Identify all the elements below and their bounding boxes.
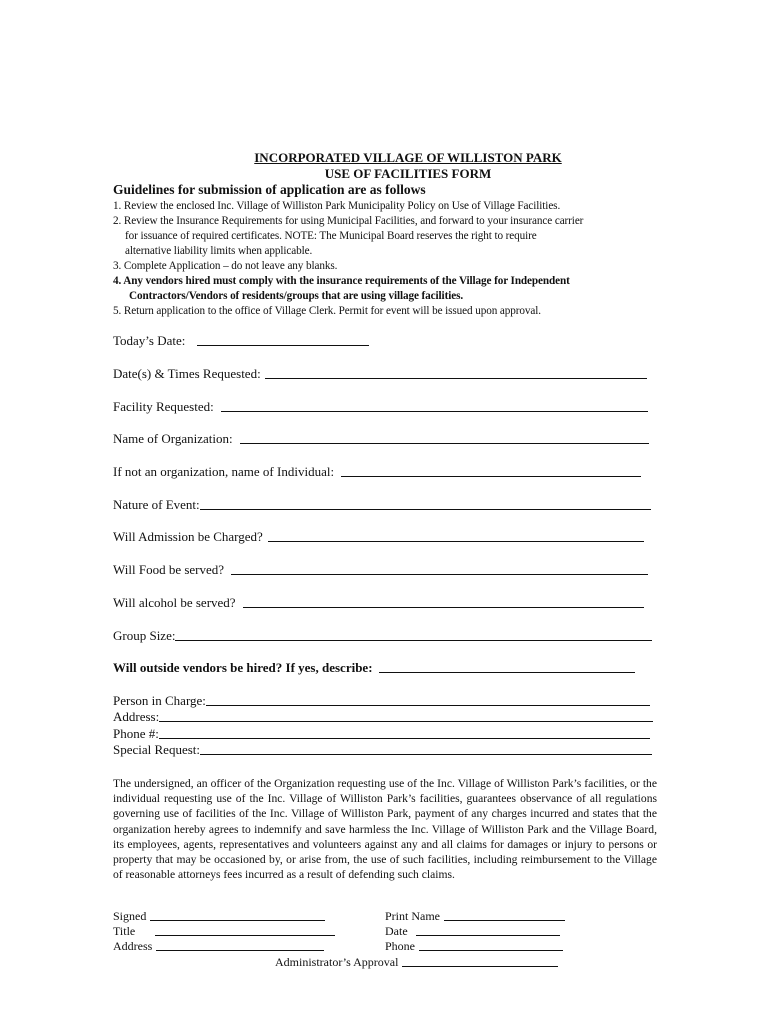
address-sig-input-line[interactable] (156, 949, 324, 951)
todays-date-field (113, 333, 369, 349)
organization-input-line[interactable] (240, 442, 649, 444)
address-sig-label: Address (113, 939, 153, 953)
signed-input-line[interactable] (150, 919, 325, 921)
individual-label: If not an organization, name of Individual: (113, 464, 335, 479)
title-input-line[interactable] (155, 934, 335, 936)
guideline-item-2-cont2: alternative liability limits when applicable. (125, 245, 313, 257)
guideline-item-2: 2. Review the Insurance Requirements for using Municipal Facilities, and forward to your insurance carrier (113, 215, 584, 227)
organization-label: Name of Organization: (113, 431, 233, 446)
alcohol-input-line[interactable] (243, 606, 644, 608)
nature-label: Nature of Event: (113, 497, 200, 512)
guideline-item-4: 4. Any vendors hired must comply with the insurance requirements of the Village for Independent (113, 275, 570, 287)
approval-label: Administrator’s Approval (275, 955, 399, 969)
vendors-input-line[interactable] (379, 671, 635, 673)
guideline-item-5: 5. Return application to the office of Village Clerk. Permit for event will be issued upon approval. (113, 305, 541, 317)
date-sig-label: Date (385, 924, 408, 938)
group-size-field (113, 628, 652, 644)
food-label: Will Food be served? (113, 562, 225, 577)
individual-field (113, 464, 641, 480)
person-in-charge-input-line[interactable] (206, 704, 650, 706)
person-in-charge-field (113, 693, 650, 709)
special-request-label: Special Request: (113, 742, 201, 757)
group-size-input-line[interactable] (175, 639, 652, 641)
address-sig-field (113, 939, 324, 954)
agreement-paragraph: The undersigned, an officer of the Organization requesting use of the Inc. Village of Williston Park’s facilities, or the individual requesting use of the Inc. Village of Williston Park’s facilities, guarantees observance of all regulations governing use of facilities of the Inc. Village of Williston Park, payment of any charges incurred and states that the organization hereby agrees to indemnify and save harmless the Inc. Village of Williston Park and the Village Board, its employees, agents, representatives and volunteers against any and all claims for damages or injury to persons or property that may be occasioned by, or arise from, the use of such facilities, including reimbursement to the Village of reasonable attorneys fees incurred as a result of defending such claims. (113, 777, 657, 882)
organization-field (113, 431, 649, 447)
admission-input-line[interactable] (268, 540, 644, 542)
person-in-charge-label: Person in Charge: (113, 693, 206, 708)
group-size-label: Group Size: (113, 628, 176, 643)
guideline-item-1: 1. Review the enclosed Inc. Village of Williston Park Municipality Policy on Use of Village Facilities. (113, 200, 561, 212)
special-request-input-line[interactable] (200, 753, 652, 755)
phone-field (113, 726, 650, 742)
facility-field (113, 399, 648, 415)
admission-label: Will Admission be Charged? (113, 529, 263, 544)
vendors-label: Will outside vendors be hired? If yes, describe: (113, 660, 373, 675)
title-field (113, 924, 335, 939)
admission-field (113, 529, 644, 545)
signed-field (113, 909, 325, 924)
guideline-item-3: 3. Complete Application – do not leave any blanks. (113, 260, 338, 272)
address-field (113, 709, 653, 725)
guideline-item-2-cont: for issuance of required certificates. NOTE: The Municipal Board reserves the right to require (125, 230, 537, 242)
food-input-line[interactable] (231, 573, 648, 575)
nature-input-line[interactable] (200, 508, 651, 510)
form-title: USE OF FACILITIES FORM (324, 166, 492, 181)
approval-field (275, 955, 558, 970)
date-sig-input-line[interactable] (416, 934, 560, 936)
dates-times-label: Date(s) & Times Requested: (113, 366, 261, 381)
guidelines-heading: Guidelines for submission of application are as follows (113, 182, 426, 197)
alcohol-label: Will alcohol be served? (113, 595, 236, 610)
date-sig-field (385, 924, 560, 939)
guidelines-list (113, 199, 673, 319)
phone-input-line[interactable] (159, 737, 650, 739)
print-name-label: Print Name (385, 909, 440, 923)
facility-label: Facility Requested: (113, 399, 214, 414)
address-input-line[interactable] (159, 720, 653, 722)
approval-input-line[interactable] (402, 965, 558, 967)
phone-sig-input-line[interactable] (419, 949, 563, 951)
guideline-item-4-cont: Contractors/Vendors of residents/groups that are using village facilities. (129, 290, 464, 302)
form-header (113, 150, 703, 182)
dates-times-input-line[interactable] (265, 377, 647, 379)
special-request-field (113, 742, 652, 758)
phone-label: Phone #: (113, 726, 159, 741)
address-label: Address: (113, 709, 160, 724)
alcohol-field (113, 595, 644, 611)
facility-input-line[interactable] (221, 410, 648, 412)
nature-field (113, 497, 651, 513)
individual-input-line[interactable] (341, 475, 641, 477)
village-title: INCORPORATED VILLAGE OF WILLISTON PARK (254, 150, 562, 165)
signed-label: Signed (113, 909, 147, 923)
phone-sig-label: Phone (385, 939, 415, 953)
todays-date-input-line[interactable] (197, 344, 369, 346)
print-name-input-line[interactable] (444, 919, 565, 921)
print-name-field (385, 909, 565, 924)
todays-date-label: Today’s Date: (113, 333, 186, 348)
title-label: Title (113, 924, 136, 938)
food-field (113, 562, 648, 578)
phone-sig-field (385, 939, 563, 954)
dates-times-field (113, 366, 647, 382)
vendors-field (113, 660, 635, 676)
